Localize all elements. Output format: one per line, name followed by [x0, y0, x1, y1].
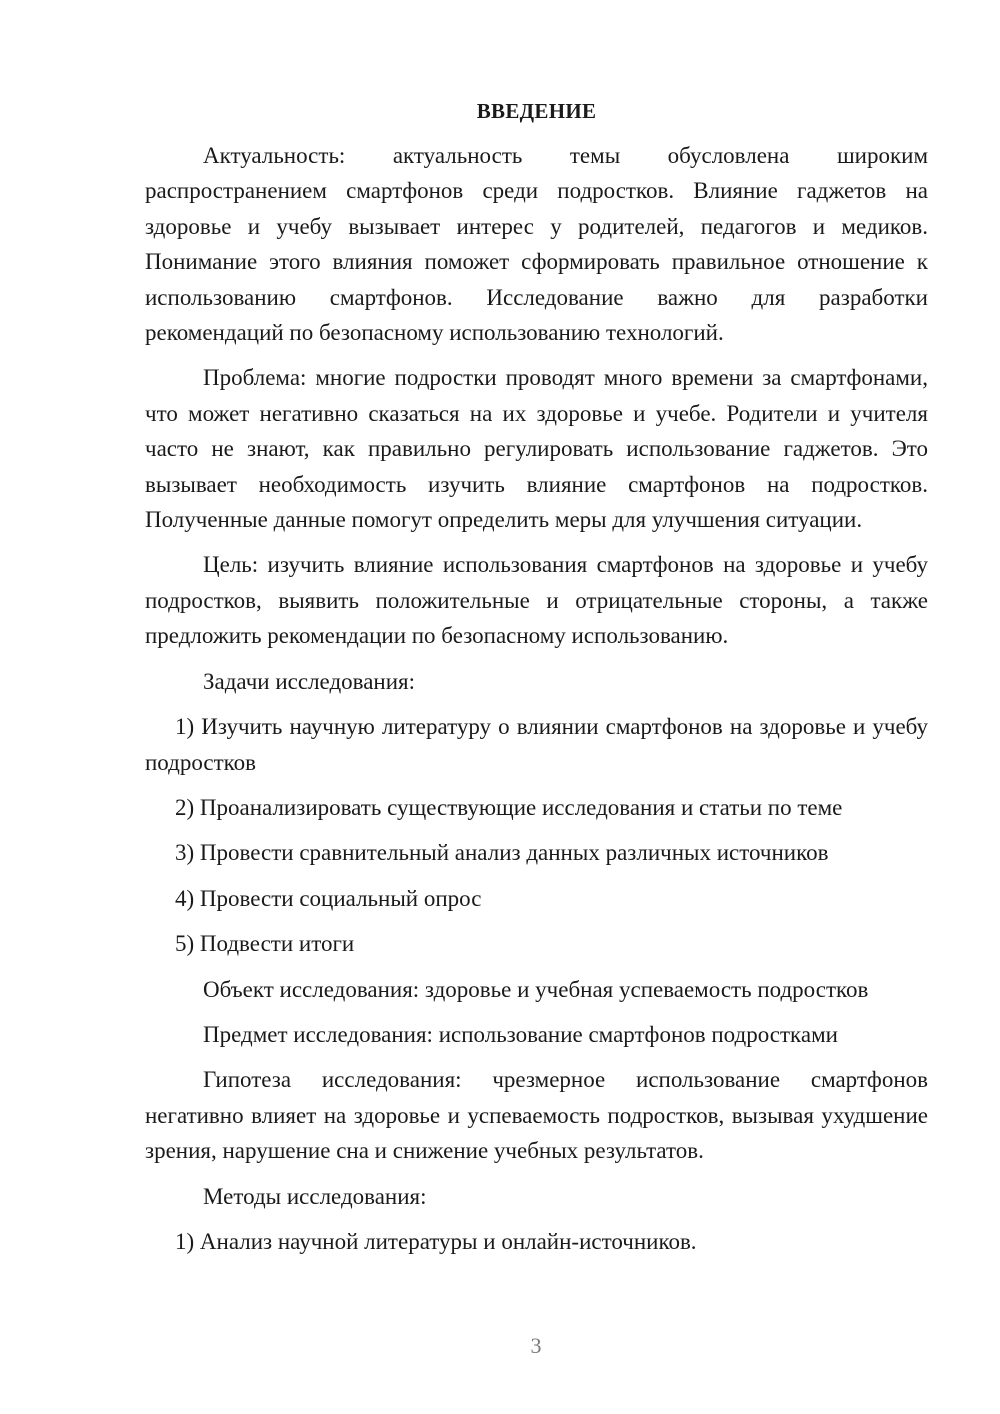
task-item-4: 4) Провести социальный опрос	[175, 885, 482, 911]
goal-paragraph: Цель: изучить влияние использования смартфонов на здоровье и учебу подростков, выявить положительные и отрицательные стороны, а также предложить рекомендации по безопасному использованию.	[145, 552, 928, 649]
research-subject: Предмет исследования: использование смартфонов подростками	[203, 1021, 838, 1047]
page-title: ВВЕДЕНИЕ	[476, 99, 597, 123]
methods-heading: Методы исследования:	[203, 1183, 427, 1209]
task-item-5: 5) Подвести итоги	[175, 931, 355, 957]
method-item-1: 1) Анализ научной литературы и онлайн-источников.	[175, 1228, 697, 1254]
task-item-1: 1) Изучить научную литературу о влиянии смартфонов на здоровье и учебу подростков	[145, 714, 928, 775]
task-item-3: 3) Провести сравнительный анализ данных различных источников	[175, 840, 829, 866]
research-object: Объект исследования: здоровье и учебная успеваемость подростков	[203, 976, 869, 1002]
problem-paragraph: Проблема: многие подростки проводят много времени за смартфонами, что может негативно сказаться на их здоровье и учебе. Родители и учителя часто не знают, как правильно регулировать использование гаджетов. Это вызывает необходимость изучить влияние смартфонов на подростков. Полученные данные помогут определить меры для улучшения ситуации.	[145, 365, 928, 533]
tasks-heading: Задачи исследования:	[203, 668, 416, 694]
page-number: 3	[530, 1333, 542, 1358]
hypothesis-paragraph: Гипотеза исследования: чрезмерное использование смартфонов негативно влияет на здоровье и успеваемость подростков, вызывая ухудшение зрения, нарушение сна и снижение учебных результатов.	[145, 1067, 928, 1164]
relevance-paragraph: Актуальность: актуальность темы обусловлена широким распространением смартфонов среди подростков. Влияние гаджетов на здоровье и учебу вызывает интерес у родителей, педагогов и медиков. Понимание этого влияния поможет сформировать правильное отношение к использованию смартфонов. Исследование важно для разработки рекомендаций по безопасному использованию технологий.	[145, 143, 928, 346]
task-item-2: 2) Проанализировать существующие исследования и статьи по теме	[175, 794, 843, 820]
page-content	[145, 96, 928, 1259]
